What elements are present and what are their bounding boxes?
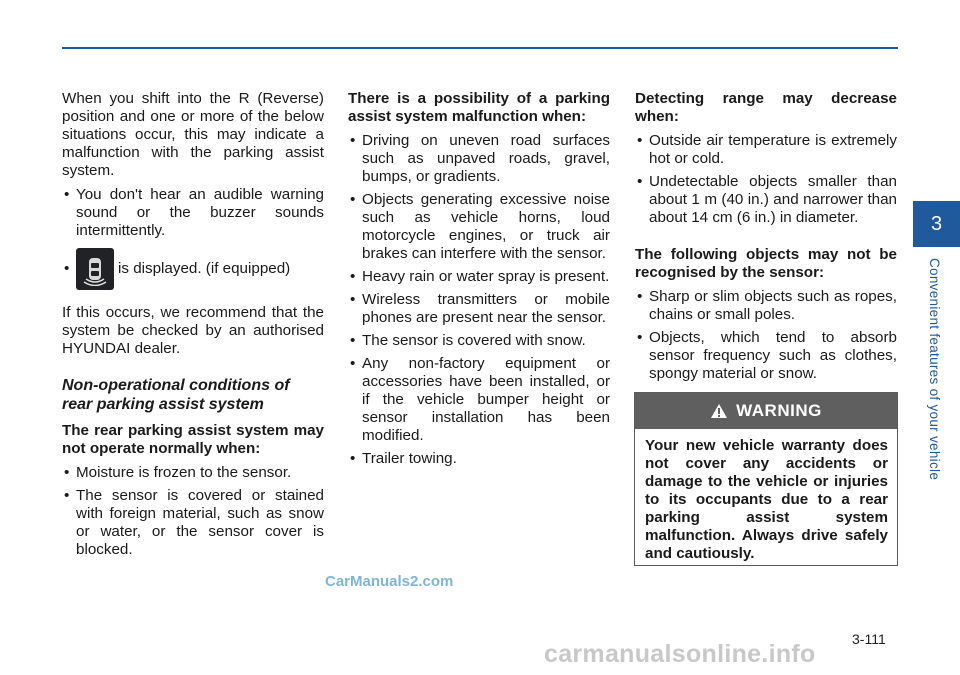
malfunction-list (348, 132, 610, 468)
parking-sensor-icon (76, 248, 114, 290)
top-rule (62, 47, 898, 49)
warning-triangle-icon (710, 403, 728, 419)
recommend-paragraph: If this occurs, we recommend that the system be checked by an authorised HYUNDAI dealer. (62, 304, 324, 357)
warning-box (634, 392, 898, 566)
list-item: • Sharp or slim objects such as ropes, chains or small poles. (635, 288, 897, 324)
section-heading: Non-operational conditions of rear parking assist system (62, 377, 290, 413)
list-item: • Any non-factory equipment or accessories have been installed, or if the vehicle bumper height or sensor installation has been modified. (348, 355, 610, 445)
intro-paragraph: When you shift into the R (Reverse) position and one or more of the below situations occur, this may indicate a malfunction with the parking assist system. (62, 90, 324, 179)
chapter-tab: 3 (913, 201, 960, 247)
page-number: 3-111 (852, 631, 886, 647)
warning-header (635, 393, 897, 429)
list-item: • Driving on uneven road surfaces such as unpaved roads, gravel, bumps, or gradients. (348, 132, 610, 186)
list-item: • Objects, which tend to absorb sensor frequency such as clothes, spongy material or snow. (635, 329, 897, 383)
watermark-small: CarManuals2.com (325, 573, 454, 590)
column-3 (635, 90, 897, 388)
subheading: The following objects may not be recognised by the sensor: (635, 246, 897, 281)
icon-bullet-text: • is displayed. (if equipped) (118, 260, 291, 277)
range-list (635, 132, 897, 227)
subheading: Detecting range may decrease when: (635, 90, 897, 125)
subheading: The rear parking assist system may not operate normally when: (62, 422, 324, 457)
watermark-large: carmanualsonline.info (544, 640, 816, 668)
warning-label: WARNING (736, 401, 822, 420)
list-item: • The sensor is covered with snow. (348, 332, 610, 350)
list-item: • Objects generating excessive noise such as vehicle horns, loud motorcycle engines, or truck air brakes can interfere with the sensor. (348, 191, 610, 263)
list-item: • Trailer towing. (348, 450, 610, 468)
column-1 (62, 90, 324, 564)
warning-text: Your new vehicle warranty does not cover any accidents or damage to the vehicle or injuries to its occupants due to a rear parking assist system malfunction. Always drive safely and cautiously. (645, 437, 888, 562)
condition-list (62, 464, 324, 559)
list-item: • The sensor is covered or stained with foreign material, such as snow or water, or the sensor cover is blocked. (62, 487, 324, 559)
chapter-title: Convenient features of your vehicle (927, 258, 942, 481)
list-item: • Outside air temperature is extremely hot or cold. (635, 132, 897, 168)
column-2 (348, 90, 610, 473)
subheading: There is a possibility of a parking assist system malfunction when: (348, 90, 610, 125)
list-item: • Undetectable objects smaller than about 1 m (40 in.) and narrower than about 14 cm (6 in.) in diameter. (635, 173, 897, 227)
list-item: • Heavy rain or water spray is present. (348, 268, 610, 286)
objects-list (635, 288, 897, 383)
list-item: • You don't hear an audible warning sound or the buzzer sounds intermittently. (62, 186, 324, 240)
list-item: • Wireless transmitters or mobile phones are present near the sensor. (348, 291, 610, 327)
icon-bullet (62, 248, 324, 290)
list-item: • Moisture is frozen to the sensor. (62, 464, 324, 482)
symptom-list (62, 186, 324, 240)
